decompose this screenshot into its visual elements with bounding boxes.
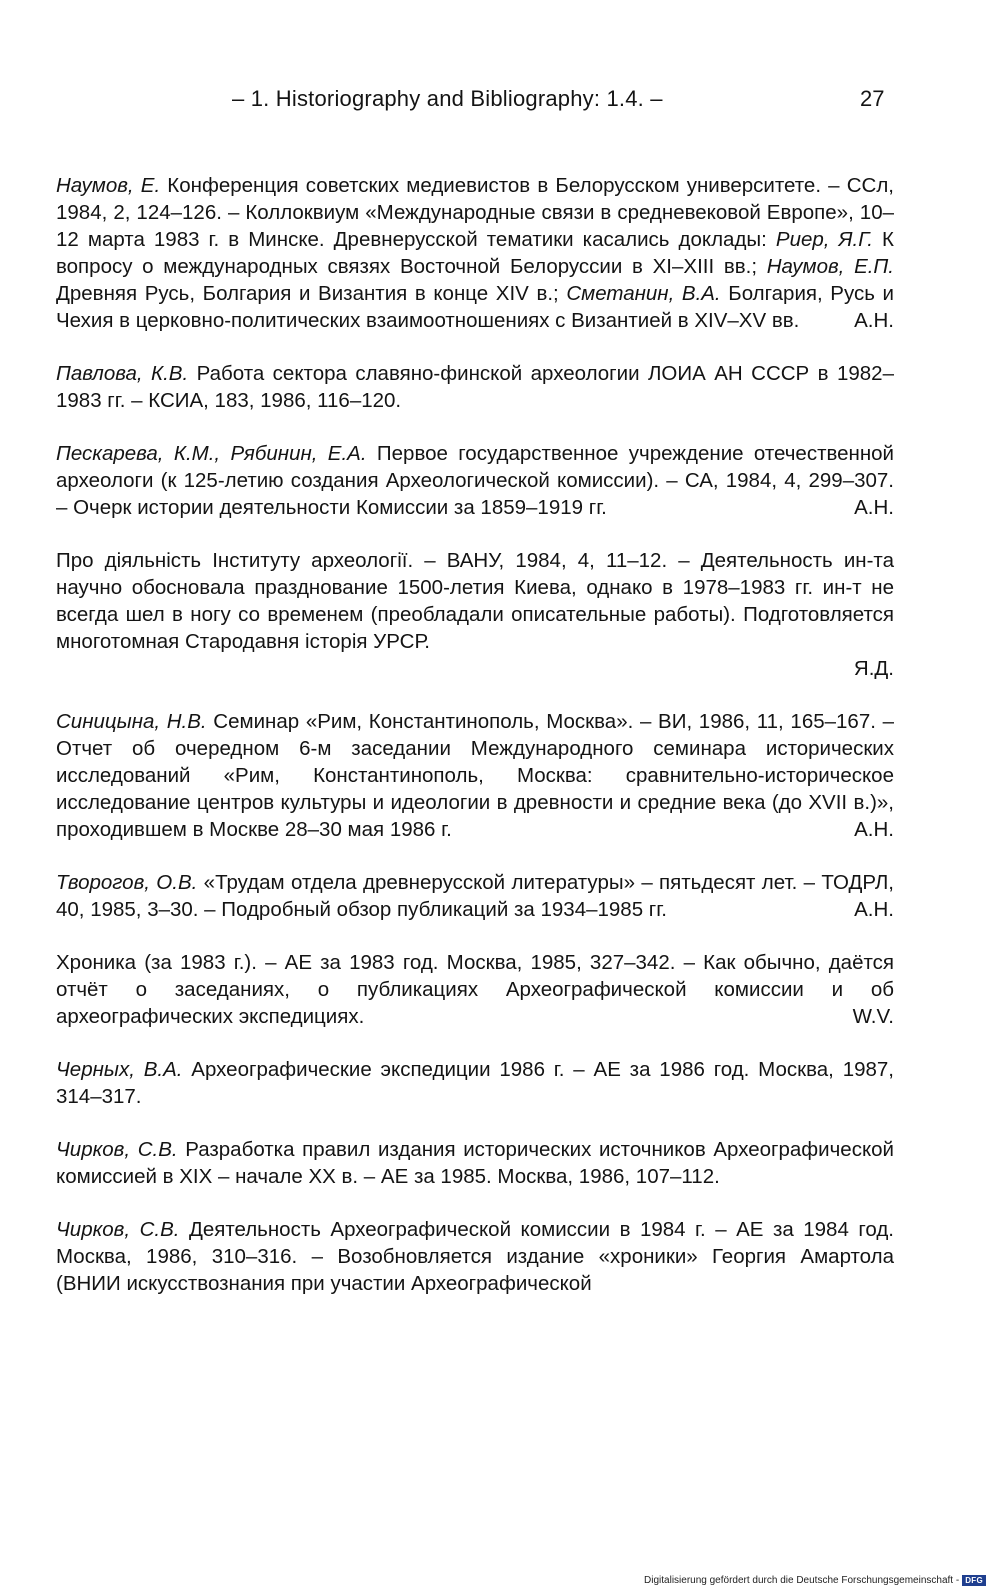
bibliography-entry [56,1136,894,1190]
entry-author: Чирков, С.В. [56,1218,180,1241]
entry-text [56,172,894,334]
entry-author: Риер, Я.Г. [775,228,873,251]
reviewer-initials: А.Н. [854,818,894,841]
entry-author: Черных, В.А. [56,1058,183,1081]
reviewer-initials: Я.Д. [853,657,894,680]
entry-author: Павлова, К.В. [56,362,189,385]
entry-body: «Трудам отдела древнерусской литературы» – пятьдесят лет. – ТОДРЛ, 40, 1985, 3–30. – Подробный обзор публикаций за 1934–1985 гг. [56,871,894,921]
reviewer-initials: А.Н. [854,496,894,519]
entry-body: Деятельность Археографической комиссии в 1984 г. – АЕ за 1984 год. Москва, 1986, 310–316. – Возобновляется издание «хроники» Георгия Амартола (ВНИИ искусствознания при участии Археографической [56,1218,894,1295]
entry-text [56,360,894,414]
bibliography-entry [56,869,894,923]
entry-body: Работа сектора славяно-финской археологии ЛОИА АН СССР в 1982–1983 гг. – КСИА, 183, 1986, 116–120. [56,362,894,412]
entry-text [56,1136,894,1190]
entry-body: Первое государственное учреждение отечественной археологи (к 125-летию создания Археологической комиссии). – СА, 1984, 4, 299–307. – Очерк истории деятельности Комиссии за 1859–1919 гг. [56,442,895,519]
entry-text [56,708,894,843]
entry-body: Семинар «Рим, Константинополь, Москва». – ВИ, 1986, 11, 165–167. – Отчет об очередном 6-м заседании Международного семинара исторических исследований «Рим, Константинополь, Москва: сравнительно-историческое исследование центров культуры и идеологии в древности и средние века (до XVII в.)», проходившем в Москве 28–30 мая 1986 г. [56,710,894,841]
entry-text [56,1056,894,1110]
entry-body: Древняя Русь, Болгария и Византия в конце XIV в.; [56,282,567,305]
entry-body: Хроника (за 1983 г.). – АЕ за 1983 год. Москва, 1985, 327–342. – Как обычно, даётся отчёт о заседаниях, о публикациях Археографической комиссии и об археографических экспедициях. [56,951,894,1028]
dfg-logo: DFG [962,1575,986,1586]
reviewer-initials: А.Н. [854,898,894,921]
bibliography-entries [56,172,894,1323]
reviewer-initials: А.Н. [854,309,894,332]
footer-text: Digitalisierung gefördert durch die Deutsche Forschungsgemeinschaft - [644,1575,960,1586]
entry-text [56,547,894,655]
page-number: 27 [860,86,885,111]
entry-author: Сметанин, В.А. [566,282,721,305]
entry-text [56,869,894,923]
entry-body: К вопросу о международных связях Восточной Белоруссии в XI–XIII вв.; [56,228,894,278]
reviewer-initials: W.V. [852,1005,894,1028]
entry-author: Чирков, С.В. [56,1138,178,1161]
bibliography-entry [56,949,894,1030]
entry-text [56,440,894,521]
entry-body: Болгария, Русь и Чехия в церковно-политических взаимоотношениях с Византией в XIV–XV вв. [56,282,894,332]
entry-author: Синицына, Н.В. [56,710,207,733]
entry-text [56,949,894,1030]
entry-body: Про діяльність Інституту археології. – ВАНУ, 1984, 4, 11–12. – Деятельность ин-та научно обосновала празднование 1500-летия Киева, однако в 1978–1983 гг. ин-т не всегда шел в ногу со временем (преобладали описательные работы). Подготовляется многотомная Стародавня історія УРСР. [56,549,894,653]
bibliography-entry [56,547,894,682]
bibliography-entry [56,440,894,521]
entry-body: Разработка правил издания исторических источников Археографической комиссией в XIX – начале XX в. – АЕ за 1985. Москва, 1986, 107–112. [56,1138,894,1188]
entry-author: Творогов, О.В. [56,871,198,894]
digitization-footer [644,1575,986,1586]
entry-author: Наумов, Е. [56,174,161,197]
bibliography-entry [56,172,894,334]
entry-text [56,1216,894,1297]
entry-author: Наумов, Е.П. [766,255,894,278]
bibliography-entry [56,360,894,414]
bibliography-entry [56,708,894,843]
entry-body: Археографические экспедиции 1986 г. – АЕ за 1986 год. Москва, 1987, 314–317. [56,1058,894,1108]
bibliography-entry [56,1216,894,1297]
entry-body: Конференция советских медиевистов в Белорусском университете. – ССл, 1984, 2, 124–126. – Коллоквиум «Международные связи в средневековой Европе», 10–12 марта 1983 г. в Минске. Древнерусской тематики касались доклады: [56,174,894,251]
running-head: – 1. Historiography and Bibliography: 1.4. – [232,86,663,111]
entry-author: Пескарева, К.М., Рябинин, Е.А. [56,442,367,465]
bibliography-entry [56,1056,894,1110]
